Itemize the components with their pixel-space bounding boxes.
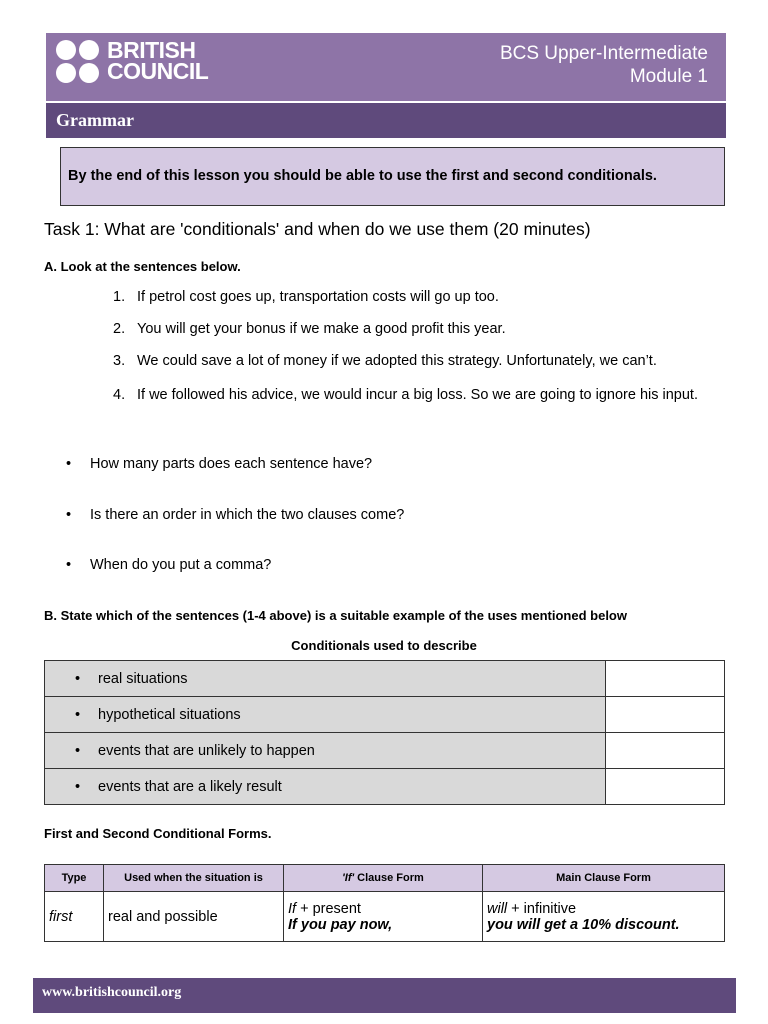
table-row: [45, 661, 725, 697]
logo-wordmark: BRITISH COUNCIL: [107, 37, 209, 84]
use-label: • real situations: [45, 661, 606, 697]
use-label: • hypothetical situations: [45, 697, 606, 733]
uses-table: [44, 660, 725, 805]
use-label: • events that are a likely result: [45, 769, 606, 805]
answer-cell[interactable]: [606, 769, 725, 805]
lesson-objective: By the end of this lesson you should be able to use the first and second conditionals.: [60, 147, 725, 206]
question-item: • How many parts does each sentence have?: [66, 456, 373, 472]
table-row: [45, 769, 725, 805]
course-title: [500, 42, 708, 88]
col-header-if-clause: 'If' Clause Form: [284, 865, 483, 892]
question-item: • Is there an order in which the two clauses come?: [66, 507, 405, 523]
footer-url[interactable]: www.britishcouncil.org: [33, 978, 736, 1013]
use-label: • events that are unlikely to happen: [45, 733, 606, 769]
type-cell: first: [45, 892, 104, 942]
main-clause-cell: will + infinitive you will get a 10% discount.: [483, 892, 725, 942]
module-name: Module 1: [629, 66, 708, 87]
task-title: Task 1: What are 'conditionals' and when do we use them (20 minutes): [44, 219, 591, 239]
table-header-row: [45, 865, 725, 892]
col-header-type: Type: [45, 865, 104, 892]
uses-heading: Conditionals used to describe: [291, 638, 477, 653]
used-cell: real and possible: [104, 892, 284, 942]
forms-heading: First and Second Conditional Forms.: [44, 826, 272, 841]
sentence-item: 2. You will get your bonus if we make a good profit this year.: [113, 321, 506, 337]
table-row: [45, 892, 725, 942]
sentence-item: 4. If we followed his advice, we would incur a big loss. So we are going to ignore his input.: [113, 387, 698, 403]
col-header-main-clause: Main Clause Form: [483, 865, 725, 892]
answer-cell[interactable]: [606, 661, 725, 697]
part-a-heading: A. Look at the sentences below.: [44, 259, 241, 274]
forms-table: [44, 864, 725, 942]
question-item: • When do you put a comma?: [66, 557, 272, 573]
table-row: [45, 733, 725, 769]
sentence-item: 1. If petrol cost goes up, transportation costs will go up too.: [113, 289, 499, 305]
answer-cell[interactable]: [606, 733, 725, 769]
header-banner: [46, 33, 726, 101]
logo-dots-icon: [56, 40, 99, 83]
if-clause-cell: If + present If you pay now,: [284, 892, 483, 942]
table-row: [45, 697, 725, 733]
sentence-item: 3. We could save a lot of money if we adopted this strategy. Unfortunately, we can’t.: [113, 353, 657, 369]
british-council-logo: [56, 39, 208, 83]
course-name: BCS Upper-Intermediate: [499, 43, 708, 64]
col-header-used: Used when the situation is: [104, 865, 284, 892]
section-title-bar: Grammar: [46, 103, 726, 138]
part-b-heading: B. State which of the sentences (1-4 above) is a suitable example of the uses mentioned below: [44, 608, 627, 623]
answer-cell[interactable]: [606, 697, 725, 733]
